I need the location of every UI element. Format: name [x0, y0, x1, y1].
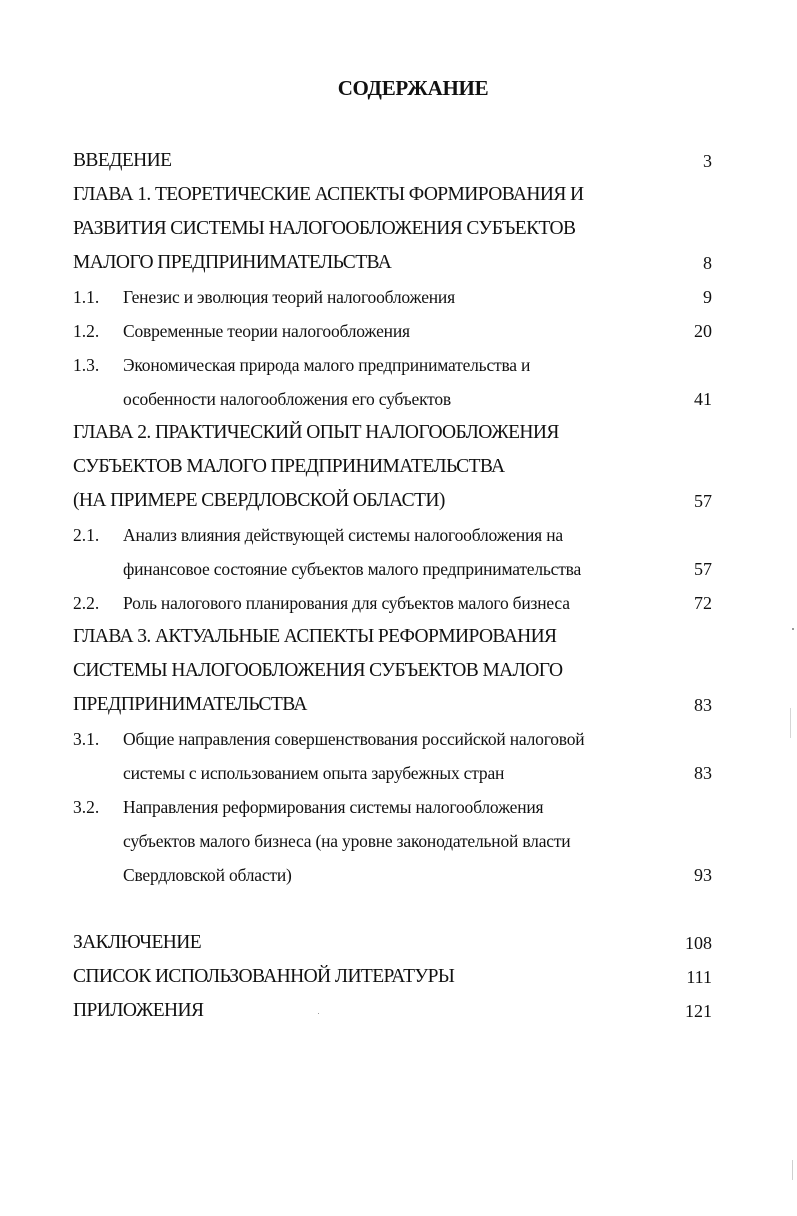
toc-entry-section-3-2: [71, 790, 726, 824]
toc-entry-bibliography: [71, 960, 726, 994]
toc-entry-text: МАЛОГО ПРЕДПРИНИМАТЕЛЬСТВА: [73, 252, 392, 273]
toc-entry-text: ГЛАВА 2. ПРАКТИЧЕСКИЙ ОПЫТ НАЛОГООБЛОЖЕНИЯ: [73, 422, 559, 443]
toc-entry-text: Роль налогового планирования для субъектов малого бизнеса: [123, 593, 570, 613]
toc-entry-appendices: [71, 994, 726, 1028]
toc-page-number: 83: [694, 763, 712, 783]
toc-page-number: 121: [685, 1001, 712, 1021]
toc-entry-text: особенности налогообложения его субъектов: [123, 389, 452, 409]
toc-entry-chapter-1-cont: [71, 246, 726, 280]
toc-entry-text: ЗАКЛЮЧЕНИЕ: [73, 932, 202, 953]
toc-section-number: 3.1.: [73, 729, 100, 749]
toc-entry-text: Свердловской области): [123, 865, 292, 885]
toc-section-number: 1.2.: [73, 321, 100, 341]
toc-section-number: 2.1.: [73, 525, 100, 545]
toc-page-number: 108: [685, 933, 712, 953]
toc-entry-section-2-1-cont: [71, 552, 726, 586]
toc-page-number: 3: [703, 151, 712, 171]
toc-section-number: 1.3.: [73, 355, 100, 375]
scan-speck: [792, 1160, 793, 1180]
toc-entry-section-1-2: [71, 314, 726, 348]
toc-entry-text: СПИСОК ИСПОЛЬЗОВАННОЙ ЛИТЕРАТУРЫ: [73, 966, 455, 987]
toc-entry-section-1-3-cont: [71, 382, 726, 416]
toc-page-number: 41: [694, 389, 712, 409]
toc-entry-text: СИСТЕМЫ НАЛОГООБЛОЖЕНИЯ СУБЪЕКТОВ МАЛОГО: [73, 660, 563, 681]
toc-entry-chapter-1: [71, 178, 726, 212]
toc-entry-section-3-2-cont: [71, 824, 726, 858]
toc-page-number: 8: [703, 253, 712, 273]
toc-entry-text: Генезис и эволюция теорий налогообложения: [123, 287, 455, 307]
toc-entry-text: Анализ влияния действующей системы налогообложения на: [123, 525, 563, 545]
page-title: СОДЕРЖАНИЕ: [337, 76, 489, 100]
toc-entry-chapter-2-cont: [71, 484, 726, 518]
toc-entry-chapter-3-cont: [71, 654, 726, 688]
toc-entry-section-3-1-cont: [71, 756, 726, 790]
toc-page-number: 57: [694, 491, 712, 511]
section-spacer: [71, 892, 726, 926]
toc-entry-text: ПРЕДПРИНИМАТЕЛЬСТВА: [73, 694, 307, 715]
toc-entry-section-3-2-cont: [71, 858, 726, 892]
toc-entry-text: Экономическая природа малого предпринимательства и: [123, 355, 531, 375]
toc-page-number: 20: [694, 321, 712, 341]
toc-entry-section-3-1: [71, 722, 726, 756]
toc-entry-section-1-3: [71, 348, 726, 382]
toc-entry-section-2-1: [71, 518, 726, 552]
toc-entry-chapter-3: [71, 620, 726, 654]
toc-section-number: 1.1.: [73, 287, 100, 307]
toc-page-number: 93: [694, 865, 712, 885]
toc-page-number: 9: [703, 287, 712, 307]
scan-speck: [792, 628, 794, 630]
toc-entry-chapter-2-cont: [71, 450, 726, 484]
toc-entry-text: РАЗВИТИЯ СИСТЕМЫ НАЛОГООБЛОЖЕНИЯ СУБЪЕКТОВ: [73, 218, 576, 239]
toc-entry-text: (НА ПРИМЕРЕ СВЕРДЛОВСКОЙ ОБЛАСТИ): [73, 490, 445, 511]
toc-section-number: 2.2.: [73, 593, 100, 613]
toc-section-number: 3.2.: [73, 797, 100, 817]
scan-speck: [790, 708, 791, 738]
toc-entry-text: субъектов малого бизнеса (на уровне законодательной власти: [123, 831, 571, 851]
toc-entry-conclusion: [71, 926, 726, 960]
toc-entry-introduction: [71, 144, 726, 178]
toc-entry-text: ВВЕДЕНИЕ: [73, 150, 172, 171]
toc-entry-chapter-2: [71, 416, 726, 450]
toc-entry-text: СУБЪЕКТОВ МАЛОГО ПРЕДПРИНИМАТЕЛЬСТВА: [73, 456, 505, 477]
toc-page-number: 83: [694, 695, 712, 715]
toc-entry-section-1-1: [71, 280, 726, 314]
toc-page-number: 72: [694, 593, 712, 613]
toc-entry-section-2-2: [71, 586, 726, 620]
toc-entry-chapter-1-cont: [71, 212, 726, 246]
scan-speck: [318, 1013, 319, 1014]
toc-entry-text: ПРИЛОЖЕНИЯ: [73, 1000, 204, 1021]
toc-entry-text: Общие направления совершенствования российской налоговой: [123, 729, 585, 749]
toc-entry-text: системы с использованием опыта зарубежных стран: [123, 763, 505, 783]
toc-entry-text: ГЛАВА 3. АКТУАЛЬНЫЕ АСПЕКТЫ РЕФОРМИРОВАНИЯ: [73, 626, 557, 647]
toc-entry-chapter-3-cont: [71, 688, 726, 722]
toc-page-number: 111: [686, 967, 712, 987]
toc-entry-text: Современные теории налогообложения: [123, 321, 410, 341]
toc-page-number: 57: [694, 559, 712, 579]
table-of-contents: [71, 144, 726, 1028]
toc-entry-text: Направления реформирования системы налогообложения: [123, 797, 544, 817]
toc-entry-text: ГЛАВА 1. ТЕОРЕТИЧЕСКИЕ АСПЕКТЫ ФОРМИРОВАНИЯ И: [73, 184, 584, 205]
toc-entry-text: финансовое состояние субъектов малого предпринимательства: [123, 559, 582, 579]
